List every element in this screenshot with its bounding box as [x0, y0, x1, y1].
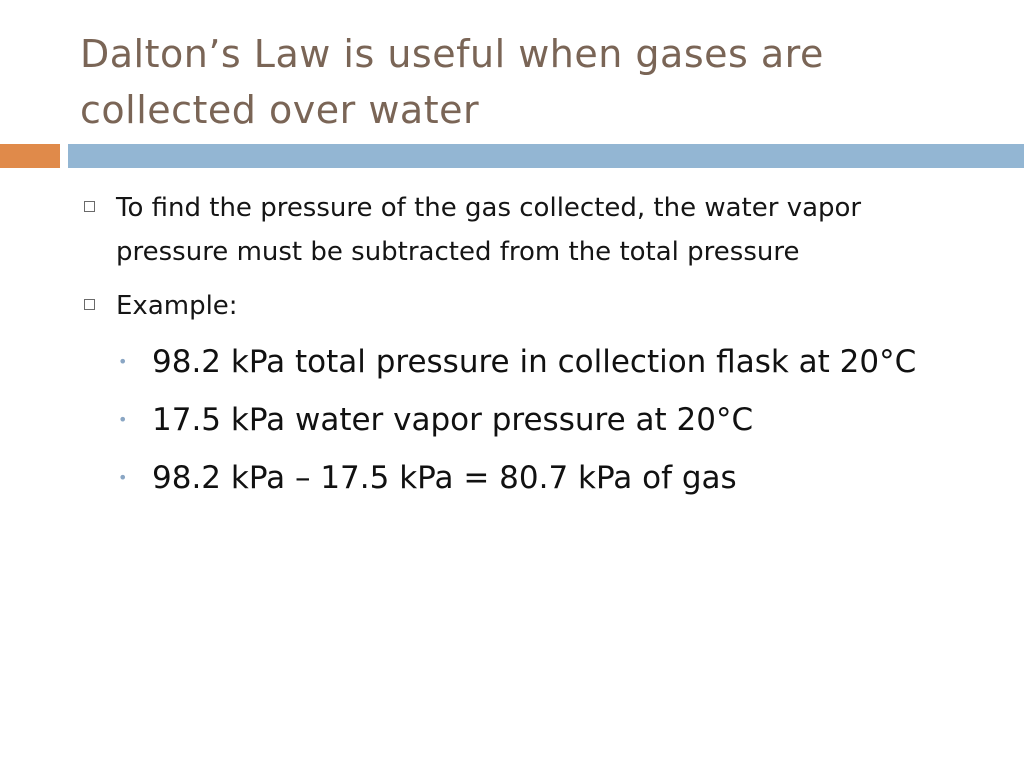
- dot-bullet-icon: •: [118, 352, 128, 371]
- sub-bullet-text: 17.5 kPa water vapor pressure at 20°C: [152, 402, 754, 438]
- title-divider-orange-bar: [0, 144, 60, 168]
- sub-bullet-text: 98.2 kPa total pressure in collection flask at 20°C: [152, 344, 917, 380]
- bullet-text: Example:: [116, 291, 238, 321]
- title-divider-blue-bar: [68, 144, 1024, 168]
- bullet-item: [80, 186, 980, 274]
- slide-body: [80, 186, 980, 512]
- bullet-item: [80, 284, 980, 328]
- dot-bullet-icon: •: [118, 410, 128, 429]
- hollow-square-bullet-icon: [84, 201, 95, 212]
- hollow-square-bullet-icon: [84, 299, 95, 310]
- sub-bullet-item: [80, 396, 980, 444]
- bullet-text: To find the pressure of the gas collected, the water vapor pressure must be subtracted from the total pressure: [116, 193, 862, 267]
- dot-bullet-icon: •: [118, 468, 128, 487]
- sub-bullet-text: 98.2 kPa – 17.5 kPa = 80.7 kPa of gas: [152, 460, 737, 496]
- sub-bullet-item: [80, 454, 980, 502]
- slide-title: Dalton’s Law is useful when gases are collected over water: [80, 32, 824, 132]
- sub-bullet-item: [80, 338, 980, 386]
